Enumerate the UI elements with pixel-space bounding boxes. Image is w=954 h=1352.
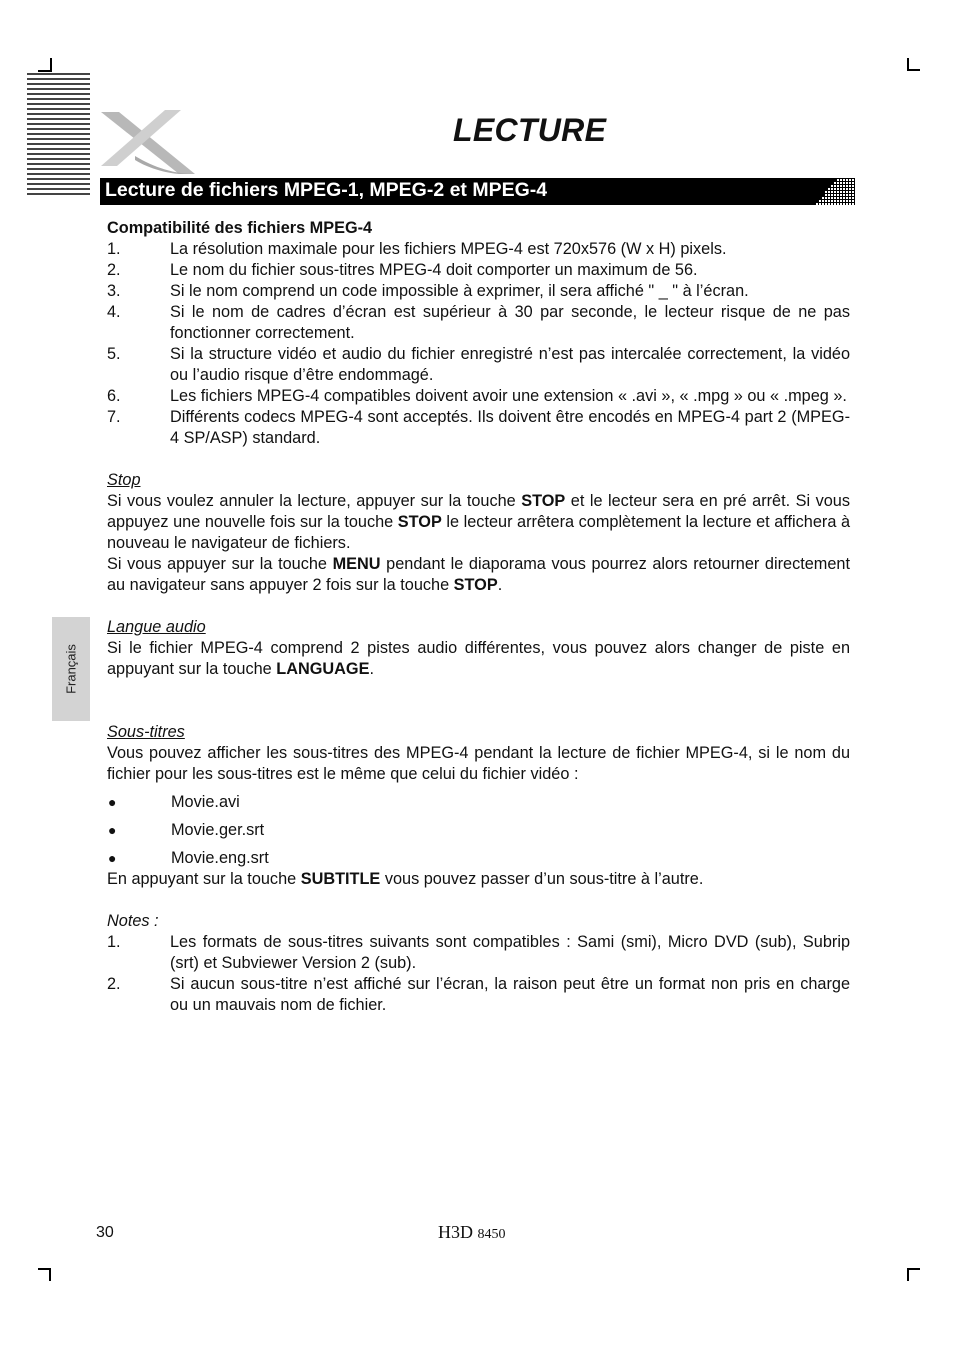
list-item: 1. Les formats de sous-titres suivants sont compatibles : Sami (smi), Micro DVD (sub), Subrip (srt) et Subviewer Version 2 (sub).: [107, 933, 850, 972]
list-item: 3. Si le nom comprend un code impossible à exprimer, il sera affiché " _ " à l’écran.: [107, 282, 749, 300]
audio-paragraph: Si le fichier MPEG-4 comprend 2 pistes audio différentes, vous pouvez alors changer de piste en appuyant sur la touche LANGUAGE.: [107, 639, 850, 678]
model-brand: H3D: [438, 1222, 473, 1242]
subtitle-file-list: [107, 785, 850, 869]
notes-heading: Notes :: [107, 912, 159, 930]
list-item: 2. Le nom du fichier sous-titres MPEG-4 doit comporter un maximum de 56.: [107, 261, 698, 279]
subtitles-heading: Sous-titres: [107, 723, 185, 741]
list-item: 7. Différents codecs MPEG-4 sont acceptés. Ils doivent être encodés en MPEG-4 part 2 (MPEG-4 SP/ASP) standard.: [107, 408, 850, 447]
bullet-icon: ●: [108, 822, 117, 838]
bullet-icon: ●: [108, 794, 117, 810]
dot-pattern-decoration: [813, 178, 855, 205]
list-item: ● Movie.eng.srt: [108, 849, 269, 867]
stop-heading: Stop: [107, 471, 141, 489]
list-item: 1. La résolution maximale pour les fichiers MPEG-4 est 720x576 (W x H) pixels.: [107, 240, 727, 258]
list-item: ● Movie.avi: [108, 793, 240, 811]
language-tab-label: Français: [63, 644, 79, 694]
stop-paragraph-2: Si vous appuyer sur la touche MENU pendant le diaporama vous pourrez alors retourner directement au navigateur sans appuyer 2 fois sur la touche STOP.: [107, 555, 850, 594]
language-tab: [52, 617, 90, 721]
page-number: 30: [96, 1224, 114, 1241]
model-name: [438, 1222, 506, 1243]
compat-heading: Compatibilité des fichiers MPEG-4: [107, 219, 373, 237]
section-title: Lecture de fichiers MPEG-1, MPEG-2 et MPEG-4: [105, 179, 548, 201]
subtitles-intro: Vous pouvez afficher les sous-titres des MPEG-4 pendant la lecture de fichier MPEG-4, si le nom du fichier pour les sous-titres est le même que celui du fichier vidéo :: [107, 744, 850, 783]
compat-list: [107, 239, 850, 449]
section-header: [100, 178, 855, 205]
audio-heading: Langue audio: [107, 618, 206, 636]
list-item: ● Movie.ger.srt: [108, 821, 265, 839]
brand-logo: [95, 108, 200, 180]
header-stripes: [27, 73, 90, 198]
stop-paragraph-1: Si vous voulez annuler la lecture, appuyer sur la touche STOP et le lecteur sera en pré arrêt. Si vous appuyez une nouvelle fois sur la touche STOP le lecteur arrêtera complètement la lecture et affichera à nouveau le navigateur de fichiers.: [107, 492, 851, 552]
page-title: LECTURE: [453, 112, 607, 148]
bullet-icon: ●: [108, 850, 117, 866]
list-item: 2. Si aucun sous-titre n’est affiché sur l’écran, la raison peut être un format non pris en charge ou un mauvais nom de fichier.: [107, 975, 850, 1014]
list-item: 6. Les fichiers MPEG-4 compatibles doivent avoir une extension « .avi », « .mpg » ou « .mpeg ».: [107, 387, 847, 405]
list-item: 4. Si le nom de cadres d’écran est supérieur à 30 par seconde, le lecteur risque de ne pas fonctionner correctement.: [107, 303, 850, 342]
list-item: 5. Si la structure vidéo et audio du fichier enregistré n’est pas intercalée correctement, la vidéo ou l’audio risque d’être endommagé.: [107, 345, 850, 384]
notes-list: [107, 932, 850, 1016]
subtitles-paragraph: En appuyant sur la touche SUBTITLE vous pouvez passer d’un sous-titre à l’autre.: [107, 870, 704, 888]
model-number: 8450: [477, 1227, 506, 1242]
main-content: [107, 218, 850, 1016]
